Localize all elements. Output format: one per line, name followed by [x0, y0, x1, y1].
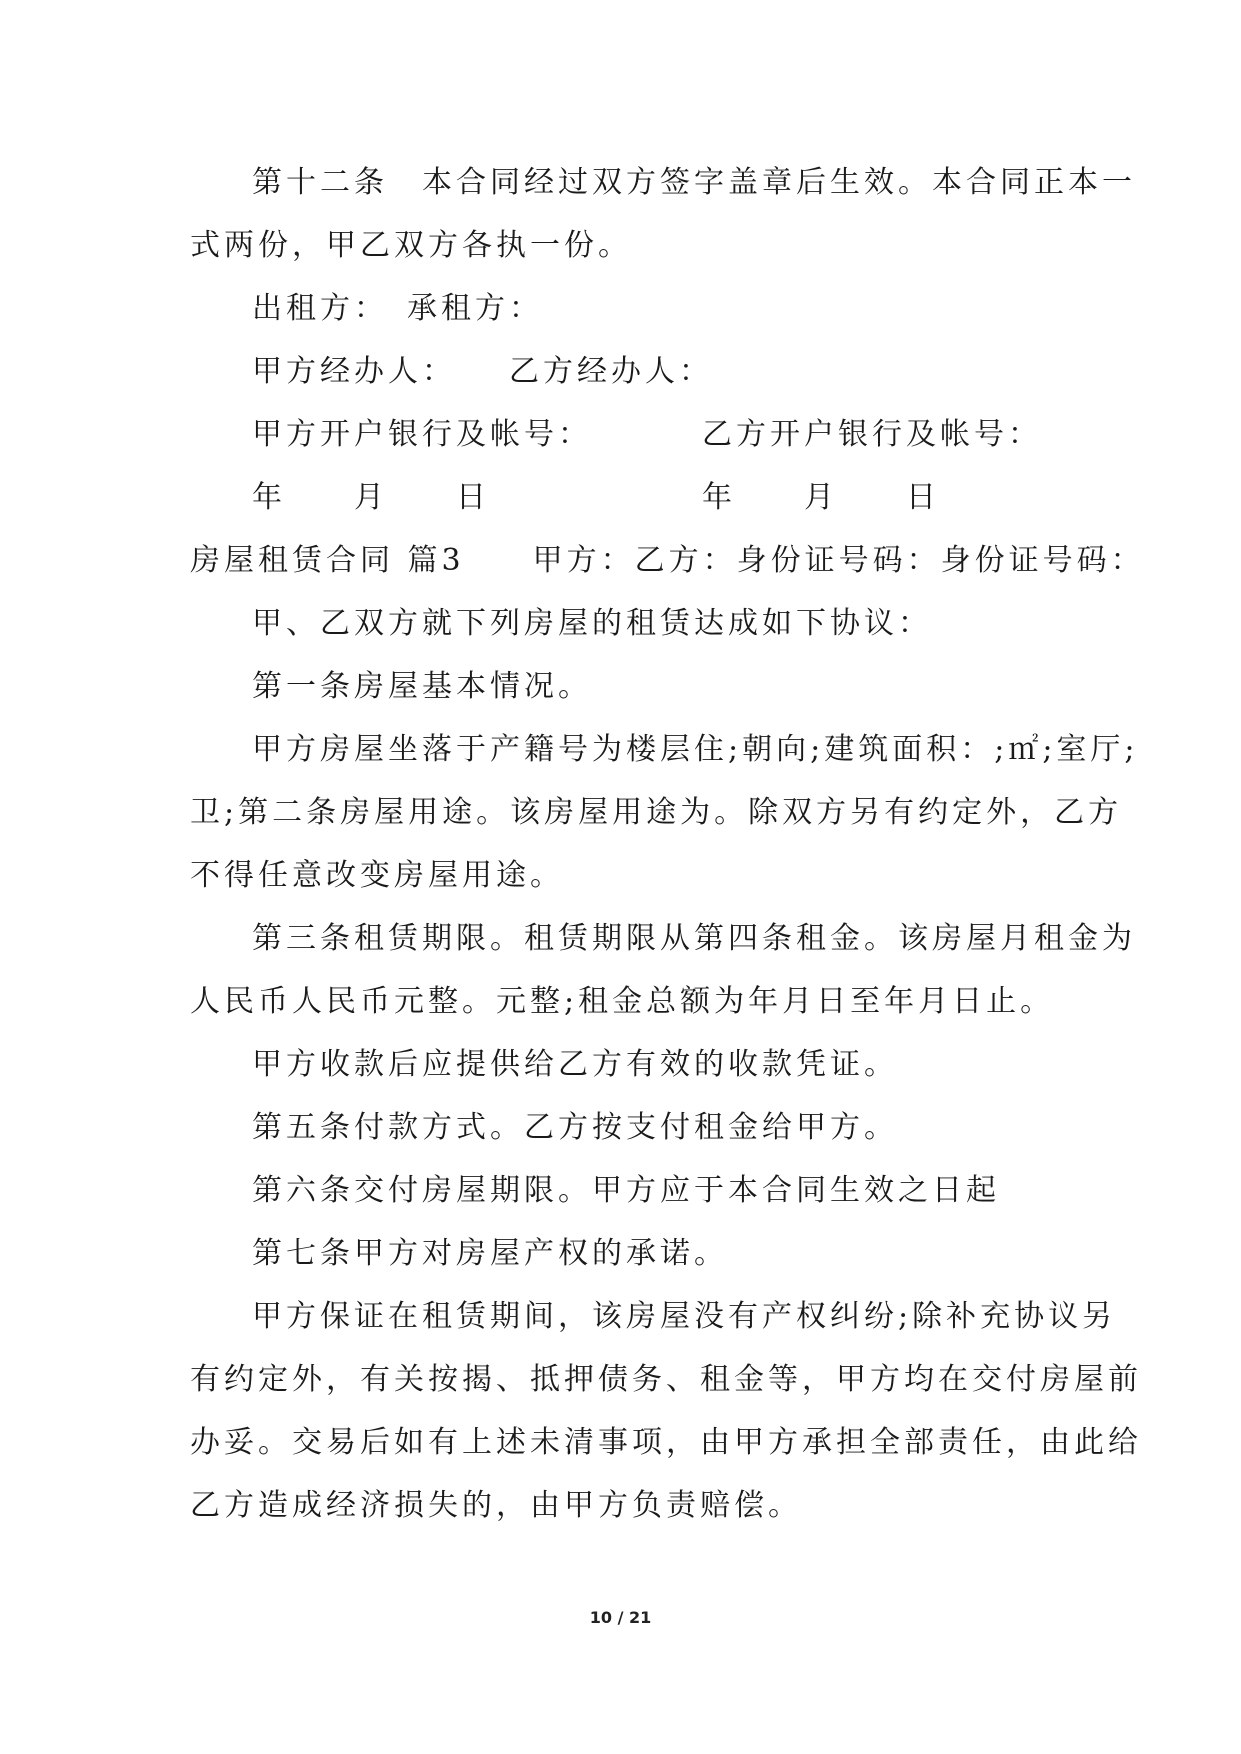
clause-7-line-3: 办妥。交易后如有上述未清事项，由甲方承担全部责任，由此给	[190, 1425, 1142, 1460]
clause-3-line-2: 人民币人民币元整。元整;租金总额为年月日至年月日止。	[190, 984, 1055, 1019]
clause-1-detail-line-3: 不得任意改变房屋用途。	[190, 858, 564, 893]
clause-6-line: 第六条交付房屋期限。甲方应于本合同生效之日起	[252, 1173, 1000, 1208]
contract-3-heading: 房屋租赁合同 篇3 甲方：乙方：身份证号码：身份证号码：	[190, 543, 1145, 578]
clause-1-heading: 第一条房屋基本情况。	[252, 669, 592, 704]
clause-3-line-1: 第三条租赁期限。租赁期限从第四条租金。该房屋月租金为	[252, 921, 1136, 956]
party-b-date-line: 年 月 日	[702, 480, 940, 515]
party-a-date-line: 年 月 日	[252, 480, 490, 515]
clause-1-detail-line-2: 卫;第二条房屋用途。该房屋用途为。除双方另有约定外，乙方	[190, 795, 1123, 830]
clause-5-line: 第五条付款方式。乙方按支付租金给甲方。	[252, 1110, 898, 1145]
party-b-bank-account-label: 乙方开户银行及帐号：	[702, 417, 1042, 452]
page-number: 10 / 21	[589, 1608, 652, 1627]
lessor-lessee-line: 出租方： 承租方：	[252, 291, 543, 326]
clause-7-line-4: 乙方造成经济损失的，由甲方负责赔偿。	[190, 1488, 802, 1523]
agreement-intro: 甲、乙双方就下列房屋的租赁达成如下协议：	[252, 606, 932, 641]
clause-7-line-2: 有约定外，有关按揭、抵押债务、租金等，甲方均在交付房屋前	[190, 1362, 1142, 1397]
clause-7-heading: 第七条甲方对房屋产权的承诺。	[252, 1236, 728, 1271]
clause-12-line-1: 第十二条 本合同经过双方签字盖章后生效。本合同正本一	[252, 165, 1136, 200]
party-a-bank-account-label: 甲方开户银行及帐号：	[252, 417, 592, 452]
clause-1-detail-line-1: 甲方房屋坐落于产籍号为楼层住;朝向;建筑面积：;㎡;室厅;	[252, 732, 1139, 767]
receipt-line: 甲方收款后应提供给乙方有效的收款凭证。	[252, 1047, 898, 1082]
clause-12-line-2: 式两份，甲乙双方各执一份。	[190, 228, 632, 263]
clause-7-line-1: 甲方保证在租赁期间，该房屋没有产权纠纷;除补充协议另	[252, 1299, 1117, 1334]
agents-line: 甲方经办人： 乙方经办人：	[252, 354, 713, 389]
